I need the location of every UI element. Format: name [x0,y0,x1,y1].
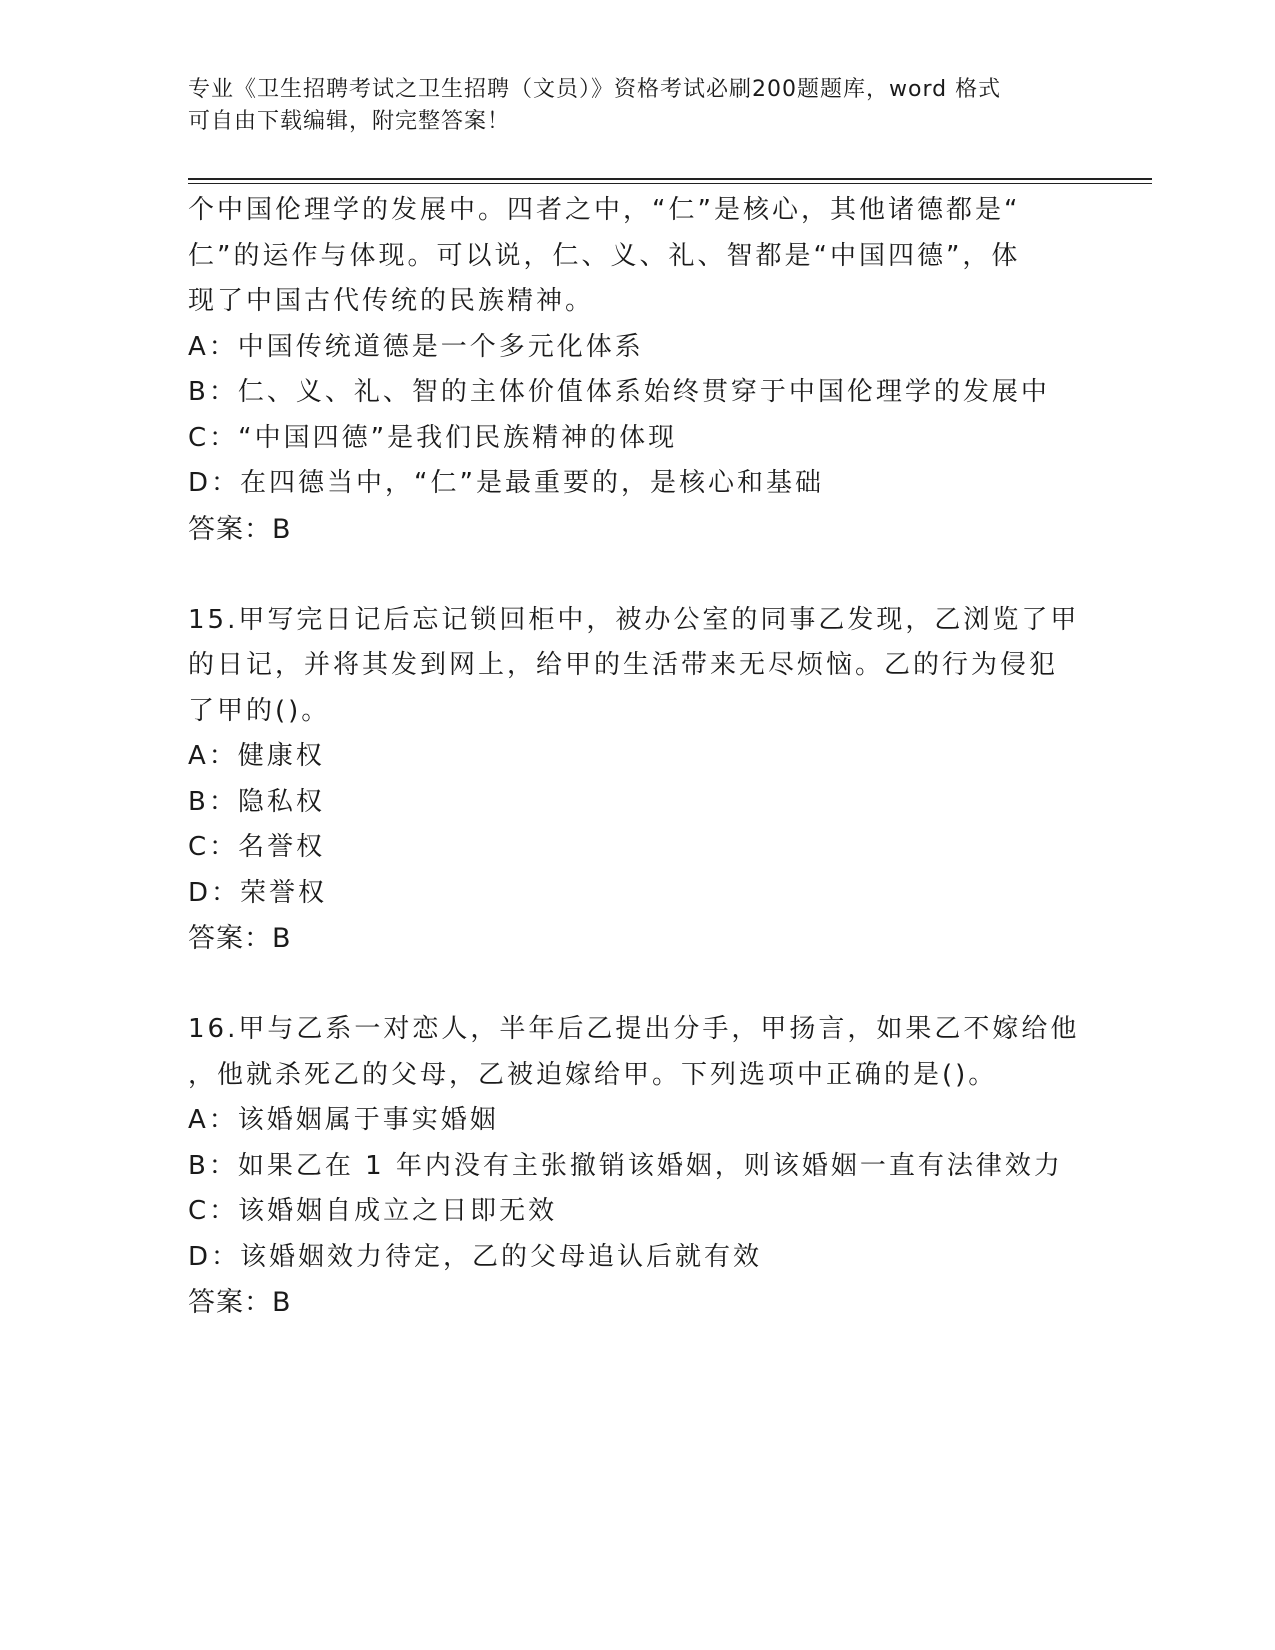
option-a: A：健康权 [188,741,325,771]
question-stem-line: 16.甲与乙系一对恋人，半年后乙提出分手，甲扬言，如果乙不嫁给他 [188,1014,1080,1044]
question-15 [188,598,1108,962]
answer-line: 答案：B [188,513,292,545]
header-line-2: 可自由下载编辑，附完整答案！ [188,109,511,134]
option-d: D：荣誉权 [188,877,328,908]
page-header [188,74,1088,138]
question-stem-line: 现了中国古代传统的民族精神。 [188,286,595,316]
question-stem-line: 了甲的()。 [188,695,331,726]
option-c: C：该婚姻自成立之日即无效 [188,1196,558,1226]
question-16 [188,1007,1108,1326]
question-stem-line: 个中国伦理学的发展中。四者之中，“仁”是核心，其他诸德都是“ [188,195,1021,225]
option-d: D：在四德当中，“仁”是最重要的，是核心和基础 [188,468,824,498]
question-14 [188,188,1108,552]
option-b: B：隐私权 [188,786,325,817]
option-a: A：该婚姻属于事实婚姻 [188,1105,499,1135]
header-line-1: 专业《卫生招聘考试之卫生招聘（文员）》资格考试必刷200题题库，word 格式 [188,77,1002,102]
option-c: C：“中国四德”是我们民族精神的体现 [188,422,678,453]
question-stem-line: ，他就杀死乙的父母，乙被迫嫁给甲。下列选项中正确的是()。 [188,1059,998,1090]
spacer [188,552,1108,598]
question-content [188,188,1108,1326]
spacer [188,962,1108,1008]
question-stem-line: 的日记，并将其发到网上，给甲的生活带来无尽烦恼。乙的行为侵犯 [188,650,1059,680]
question-stem-line: 15.甲写完日记后忘记锁回柜中，被办公室的同事乙发现，乙浏览了甲 [188,604,1080,635]
option-a: A：中国传统道德是一个多元化体系 [188,331,644,362]
option-d: D：该婚姻效力待定，乙的父母追认后就有效 [188,1241,763,1272]
option-b: B：仁、义、礼、智的主体价值体系始终贯穿于中国伦理学的发展中 [188,377,1050,407]
option-b: B：如果乙在 1 年内没有主张撤销该婚姻，则该婚姻一直有法律效力 [188,1150,1063,1181]
header-divider-thin [188,183,1152,184]
header-divider-thick [188,178,1152,180]
option-c: C：名誉权 [188,832,326,862]
answer-line: 答案：B [188,1287,292,1318]
question-stem-line: 仁”的运作与体现。可以说，仁、义、礼、智都是“中国四德”，体 [188,240,1021,271]
answer-line: 答案：B [188,923,292,954]
